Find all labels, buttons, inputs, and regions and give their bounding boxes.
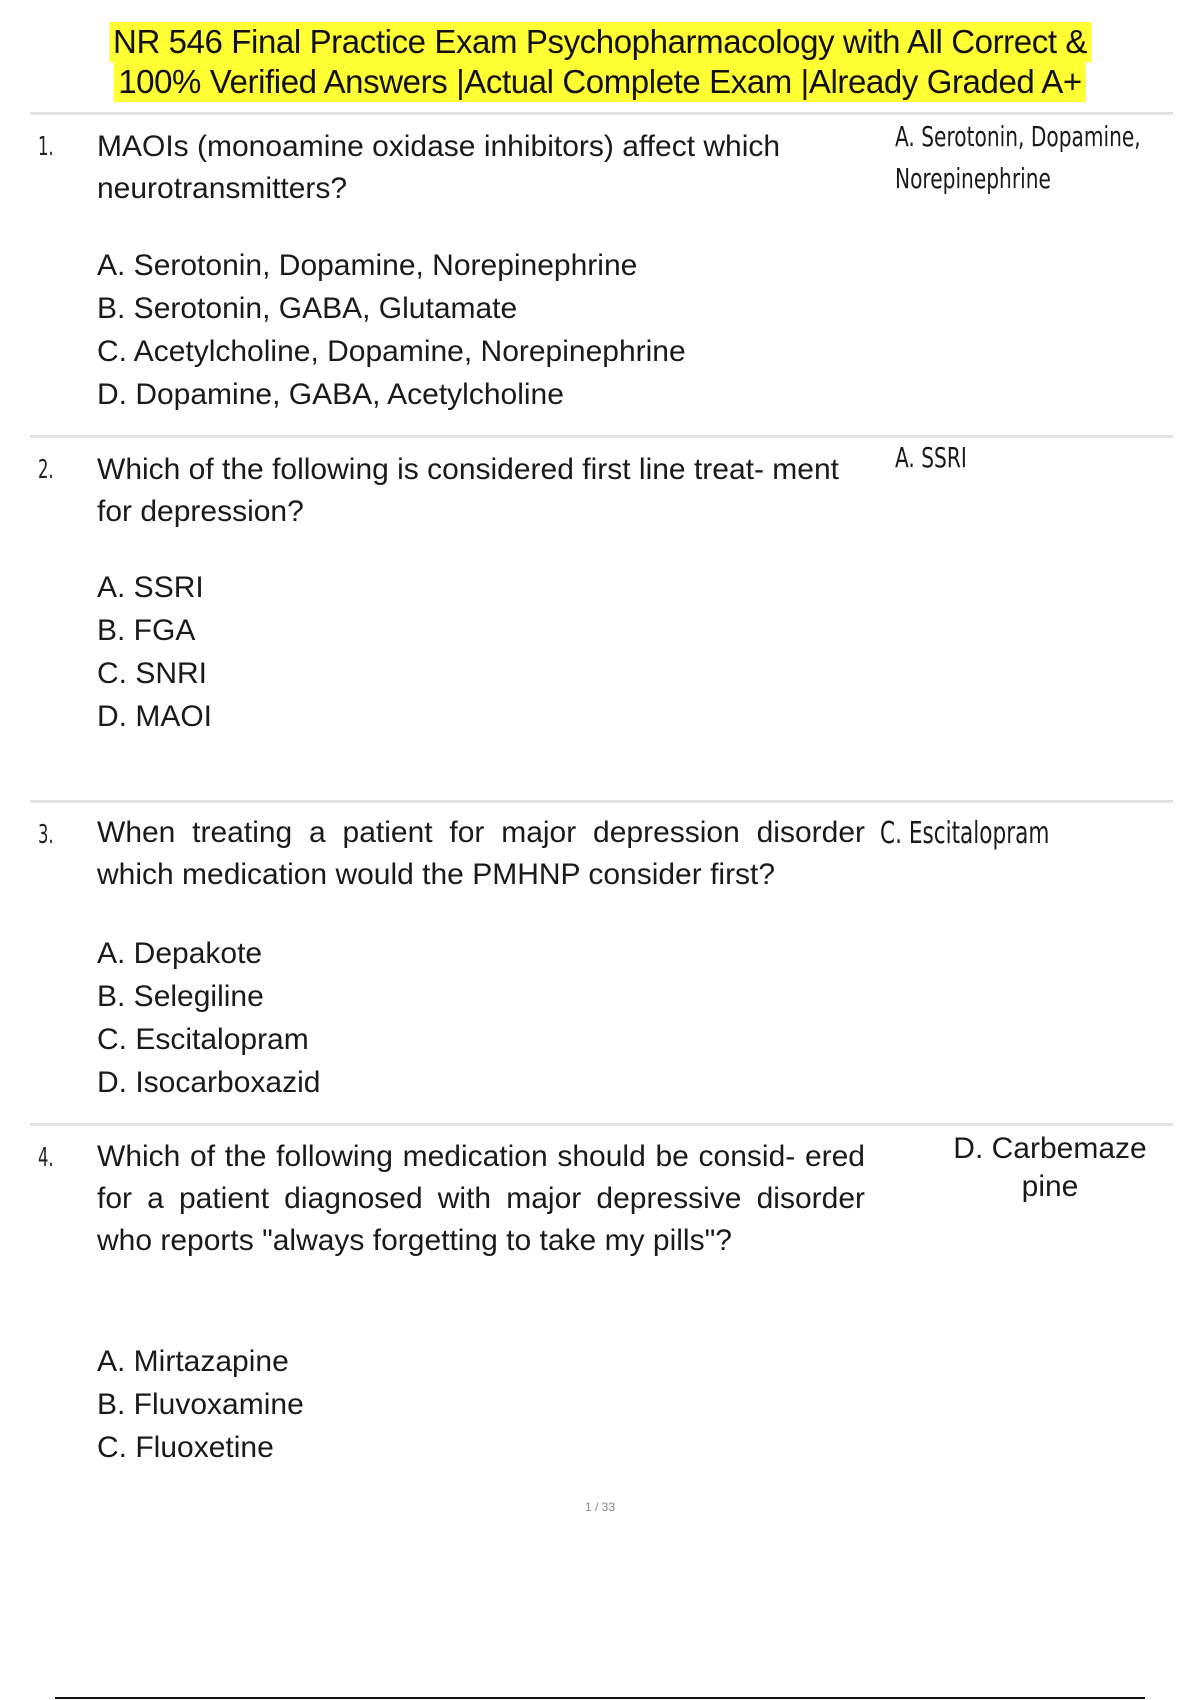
divider [30,1123,1173,1126]
options-list [97,244,686,416]
answer-line-2: pine [1021,1170,1079,1203]
answer-line-1: A. Serotonin, Dopamine, [895,120,1141,153]
answer-line-1: D. Carbemaze [953,1132,1147,1165]
divider [30,800,1173,803]
option-a: A. SSRI [97,571,204,604]
document-title [0,22,1200,102]
answer [895,116,1141,200]
option-a: A. Depakote [97,937,263,970]
option-d: D. Dopamine, GABA, Acetylcholine [97,378,564,411]
option-d: D. MAOI [97,700,213,733]
option-b: B. FGA [97,614,196,647]
option-c: C. SNRI [97,657,208,690]
option-d: D. Isocarboxazid [97,1066,321,1099]
option-b: B. Serotonin, GABA, Glutamate [97,292,518,325]
question-text: When treating a patient for major depression disorder which medication would the PMHNP consider first? [97,816,865,891]
options-list [97,1340,304,1469]
answer: A. SSRI [895,441,967,474]
title-line-1: NR 546 Final Practice Exam Psychopharmacology with All Correct & [109,22,1091,62]
answer: C. Escitalopram [880,816,1050,851]
question-number: 3. [38,820,54,850]
title-line-2: 100% Verified Answers |Actual Complete Exam |Already Graded A+ [114,62,1086,102]
question-text: Which of the following is considered first line treat- ment for depression? [97,453,839,528]
divider [30,112,1173,115]
answer [940,1130,1160,1206]
option-b: B. Selegiline [97,980,264,1013]
option-c: C. Fluoxetine [97,1431,274,1464]
question-number: 1. [38,132,54,162]
option-c: C. Escitalopram [97,1023,309,1056]
question-text: MAOIs (monoamine oxidase inhibitors) affect which neurotransmitters? [97,130,781,205]
option-b: B. Fluvoxamine [97,1388,304,1421]
answer-line-2: Norepinephrine [895,162,1051,195]
question-text: Which of the following medication should be consid- ered for a patient diagnosed with major depressive disorder who reports "always forgetting to take my pills"? [97,1140,865,1257]
options-list [97,566,212,738]
divider [30,435,1173,438]
page-indicator: 1 / 33 [584,1500,616,1514]
footer-line [55,1697,1145,1699]
option-c: C. Acetylcholine, Dopamine, Norepinephrine [97,335,686,368]
question-number: 4. [38,1143,54,1173]
option-a: A. Mirtazapine [97,1345,289,1378]
option-a: A. Serotonin, Dopamine, Norepinephrine [97,249,638,282]
options-list [97,932,320,1104]
question-number: 2. [38,455,54,485]
